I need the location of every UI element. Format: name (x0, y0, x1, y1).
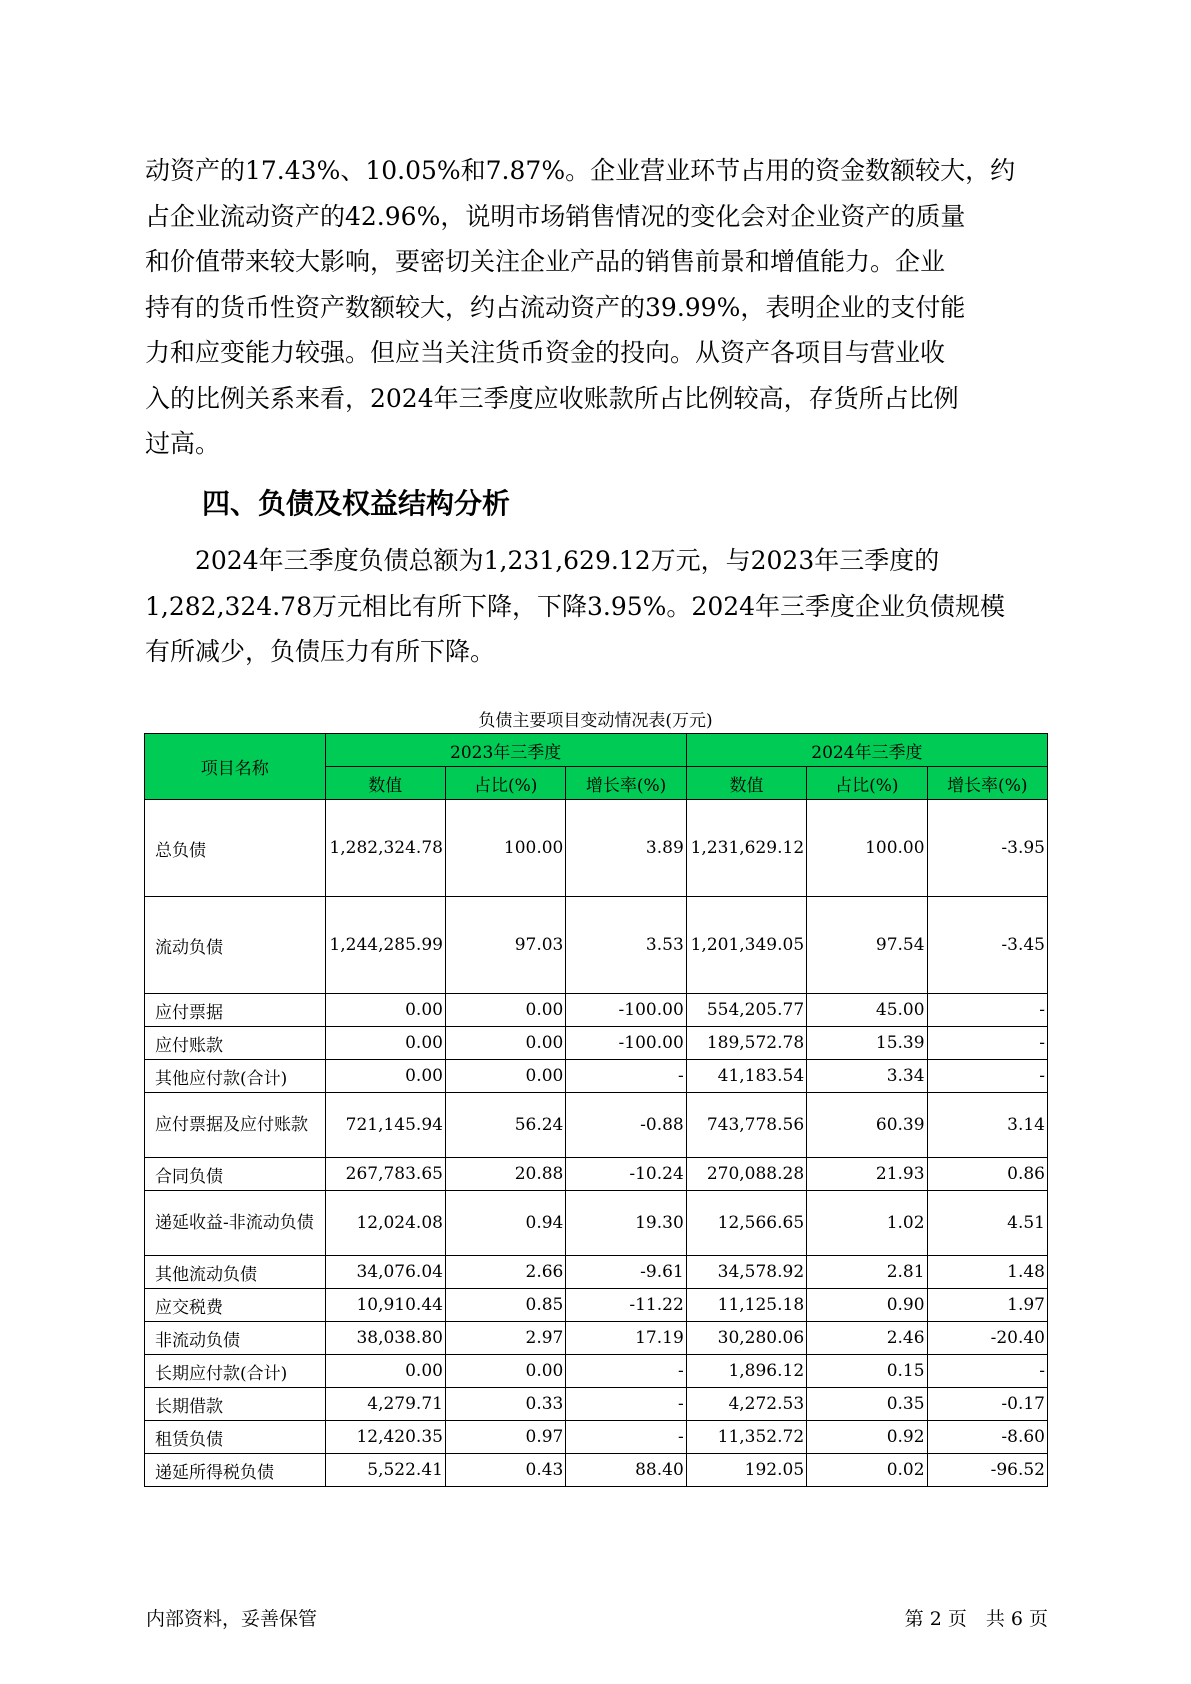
table-row (145, 800, 1048, 897)
growth-2023: 3.89 (566, 800, 686, 897)
value-2023: 1,282,324.78 (325, 800, 445, 897)
growth-2023: -100.00 (566, 1027, 686, 1060)
section-heading: 四、负债及权益结构分析 (202, 487, 511, 520)
value-2023: 38,038.80 (325, 1322, 445, 1355)
table-row (145, 1388, 1048, 1421)
text-line: 动资产的17.43%、10.05%和7.87%。企业营业环节占用的资金数额较大，约 (145, 156, 1016, 185)
growth-2023: -100.00 (566, 994, 686, 1027)
value-2023: 12,024.08 (325, 1191, 445, 1256)
growth-2024: -96.52 (927, 1454, 1047, 1487)
value-2024: 30,280.06 (686, 1322, 806, 1355)
value-2024: 4,272.53 (686, 1388, 806, 1421)
share-2023: 0.33 (445, 1388, 565, 1421)
value-2024: 270,088.28 (686, 1158, 806, 1191)
growth-2024: -3.95 (927, 800, 1047, 897)
value-2023: 5,522.41 (325, 1454, 445, 1487)
table-caption: 负债主要项目变动情况表(万元) (478, 711, 713, 731)
value-2024: 192.05 (686, 1454, 806, 1487)
growth-2024: 1.48 (927, 1256, 1047, 1289)
value-2023: 0.00 (325, 1027, 445, 1060)
liability-table (144, 733, 1048, 1487)
row-name: 合同负债 (145, 1158, 326, 1191)
growth-2023: -0.88 (566, 1093, 686, 1158)
header-period-2024: 2024年三季度 (686, 734, 1047, 767)
growth-2023: 3.53 (566, 897, 686, 994)
header-share-2023: 占比(%) (445, 767, 565, 800)
growth-2024: -0.17 (927, 1388, 1047, 1421)
share-2024: 0.35 (807, 1388, 927, 1421)
value-2024: 1,896.12 (686, 1355, 806, 1388)
value-2024: 1,231,629.12 (686, 800, 806, 897)
row-name: 其他应付款(合计) (145, 1060, 326, 1093)
row-name: 应付账款 (145, 1027, 326, 1060)
share-2023: 20.88 (445, 1158, 565, 1191)
growth-2023: -9.61 (566, 1256, 686, 1289)
value-2024: 189,572.78 (686, 1027, 806, 1060)
row-name: 递延收益-非流动负债 (145, 1191, 326, 1256)
table-row (145, 1060, 1048, 1093)
share-2024: 15.39 (807, 1027, 927, 1060)
value-2023: 0.00 (325, 1355, 445, 1388)
share-2024: 60.39 (807, 1093, 927, 1158)
share-2023: 97.03 (445, 897, 565, 994)
text-line: 和价值带来较大影响，要密切关注企业产品的销售前景和增值能力。企业 (145, 247, 946, 276)
value-2023: 12,420.35 (325, 1421, 445, 1454)
growth-2024: -20.40 (927, 1322, 1047, 1355)
growth-2024: - (927, 994, 1047, 1027)
share-2024: 100.00 (807, 800, 927, 897)
value-2024: 34,578.92 (686, 1256, 806, 1289)
text-line: 2024年三季度负债总额为1,231,629.12万元，与2023年三季度的 (145, 546, 940, 575)
growth-2023: 88.40 (566, 1454, 686, 1487)
header-share-2024: 占比(%) (807, 767, 927, 800)
growth-2023: -10.24 (566, 1158, 686, 1191)
growth-2024: - (927, 1027, 1047, 1060)
value-2023: 34,076.04 (325, 1256, 445, 1289)
table-row (145, 1454, 1048, 1487)
table-row (145, 897, 1048, 994)
share-2023: 0.00 (445, 994, 565, 1027)
header-period-2023: 2023年三季度 (325, 734, 686, 767)
table-row (145, 1355, 1048, 1388)
share-2023: 0.00 (445, 1027, 565, 1060)
growth-2023: -11.22 (566, 1289, 686, 1322)
growth-2024: -8.60 (927, 1421, 1047, 1454)
value-2023: 267,783.65 (325, 1158, 445, 1191)
share-2023: 0.00 (445, 1060, 565, 1093)
row-name: 长期应付款(合计) (145, 1355, 326, 1388)
growth-2024: - (927, 1355, 1047, 1388)
growth-2023: 19.30 (566, 1191, 686, 1256)
row-name: 递延所得税负债 (145, 1454, 326, 1487)
share-2024: 45.00 (807, 994, 927, 1027)
share-2024: 0.92 (807, 1421, 927, 1454)
header-item-name: 项目名称 (145, 734, 326, 800)
text-line: 力和应变能力较强。但应当关注货币资金的投向。从资产各项目与营业收 (145, 338, 946, 367)
share-2024: 3.34 (807, 1060, 927, 1093)
header-value-2024: 数值 (686, 767, 806, 800)
value-2023: 10,910.44 (325, 1289, 445, 1322)
table-row (145, 1289, 1048, 1322)
value-2024: 554,205.77 (686, 994, 806, 1027)
row-name: 应交税费 (145, 1289, 326, 1322)
growth-2024: 0.86 (927, 1158, 1047, 1191)
table-row (145, 1093, 1048, 1158)
text-line: 过高。 (145, 429, 221, 458)
row-name: 其他流动负债 (145, 1256, 326, 1289)
share-2024: 0.90 (807, 1289, 927, 1322)
growth-2023: - (566, 1355, 686, 1388)
share-2024: 2.46 (807, 1322, 927, 1355)
table-row (145, 1256, 1048, 1289)
text-line: 占企业流动资产的42.96%，说明市场销售情况的变化会对企业资产的质量 (145, 201, 966, 231)
value-2024: 12,566.65 (686, 1191, 806, 1256)
row-name: 应付票据 (145, 994, 326, 1027)
table-row (145, 1158, 1048, 1191)
growth-2023: - (566, 1421, 686, 1454)
text-line: 持有的货币性资产数额较大，约占流动资产的39.99%，表明企业的支付能 (145, 292, 966, 322)
table-row (145, 1027, 1048, 1060)
growth-2024: 4.51 (927, 1191, 1047, 1256)
value-2024: 1,201,349.05 (686, 897, 806, 994)
share-2024: 21.93 (807, 1158, 927, 1191)
table-row (145, 1322, 1048, 1355)
share-2024: 0.15 (807, 1355, 927, 1388)
value-2023: 4,279.71 (325, 1388, 445, 1421)
share-2023: 0.94 (445, 1191, 565, 1256)
footer-confidential-note: 内部资料，妥善保管 (146, 1608, 318, 1630)
share-2023: 56.24 (445, 1093, 565, 1158)
value-2024: 743,778.56 (686, 1093, 806, 1158)
share-2023: 2.66 (445, 1256, 565, 1289)
share-2024: 1.02 (807, 1191, 927, 1256)
paragraph-asset-analysis (145, 148, 1047, 467)
value-2024: 41,183.54 (686, 1060, 806, 1093)
growth-2024: 3.14 (927, 1093, 1047, 1158)
row-name: 长期借款 (145, 1388, 326, 1421)
growth-2023: - (566, 1388, 686, 1421)
growth-2024: - (927, 1060, 1047, 1093)
share-2023: 0.85 (445, 1289, 565, 1322)
header-value-2023: 数值 (325, 767, 445, 800)
value-2023: 721,145.94 (325, 1093, 445, 1158)
text-line: 入的比例关系来看，2024年三季度应收账款所占比例较高，存货所占比例 (145, 383, 959, 413)
growth-2024: 1.97 (927, 1289, 1047, 1322)
share-2023: 0.43 (445, 1454, 565, 1487)
growth-2024: -3.45 (927, 897, 1047, 994)
value-2023: 0.00 (325, 1060, 445, 1093)
row-name: 租赁负债 (145, 1421, 326, 1454)
text-line: 有所减少，负债压力有所下降。 (145, 637, 496, 666)
table-row (145, 1421, 1048, 1454)
paragraph-liability-summary (145, 538, 1047, 675)
share-2023: 100.00 (445, 800, 565, 897)
share-2023: 0.00 (445, 1355, 565, 1388)
row-name: 总负债 (145, 800, 326, 897)
share-2024: 97.54 (807, 897, 927, 994)
footer-page-number: 第 2 页 共 6 页 (904, 1608, 1048, 1630)
text-line: 1,282,324.78万元相比有所下降，下降3.95%。2024年三季度企业负债规模 (145, 591, 1006, 621)
share-2023: 0.97 (445, 1421, 565, 1454)
row-name: 应付票据及应付账款 (145, 1093, 326, 1158)
header-growth-2024: 增长率(%) (927, 767, 1047, 800)
value-2023: 1,244,285.99 (325, 897, 445, 994)
row-name: 流动负债 (145, 897, 326, 994)
growth-2023: - (566, 1060, 686, 1093)
row-name: 非流动负债 (145, 1322, 326, 1355)
table-row (145, 994, 1048, 1027)
table-row (145, 1191, 1048, 1256)
header-growth-2023: 增长率(%) (566, 767, 686, 800)
share-2024: 0.02 (807, 1454, 927, 1487)
share-2023: 2.97 (445, 1322, 565, 1355)
growth-2023: 17.19 (566, 1322, 686, 1355)
value-2024: 11,352.72 (686, 1421, 806, 1454)
value-2023: 0.00 (325, 994, 445, 1027)
value-2024: 11,125.18 (686, 1289, 806, 1322)
share-2024: 2.81 (807, 1256, 927, 1289)
